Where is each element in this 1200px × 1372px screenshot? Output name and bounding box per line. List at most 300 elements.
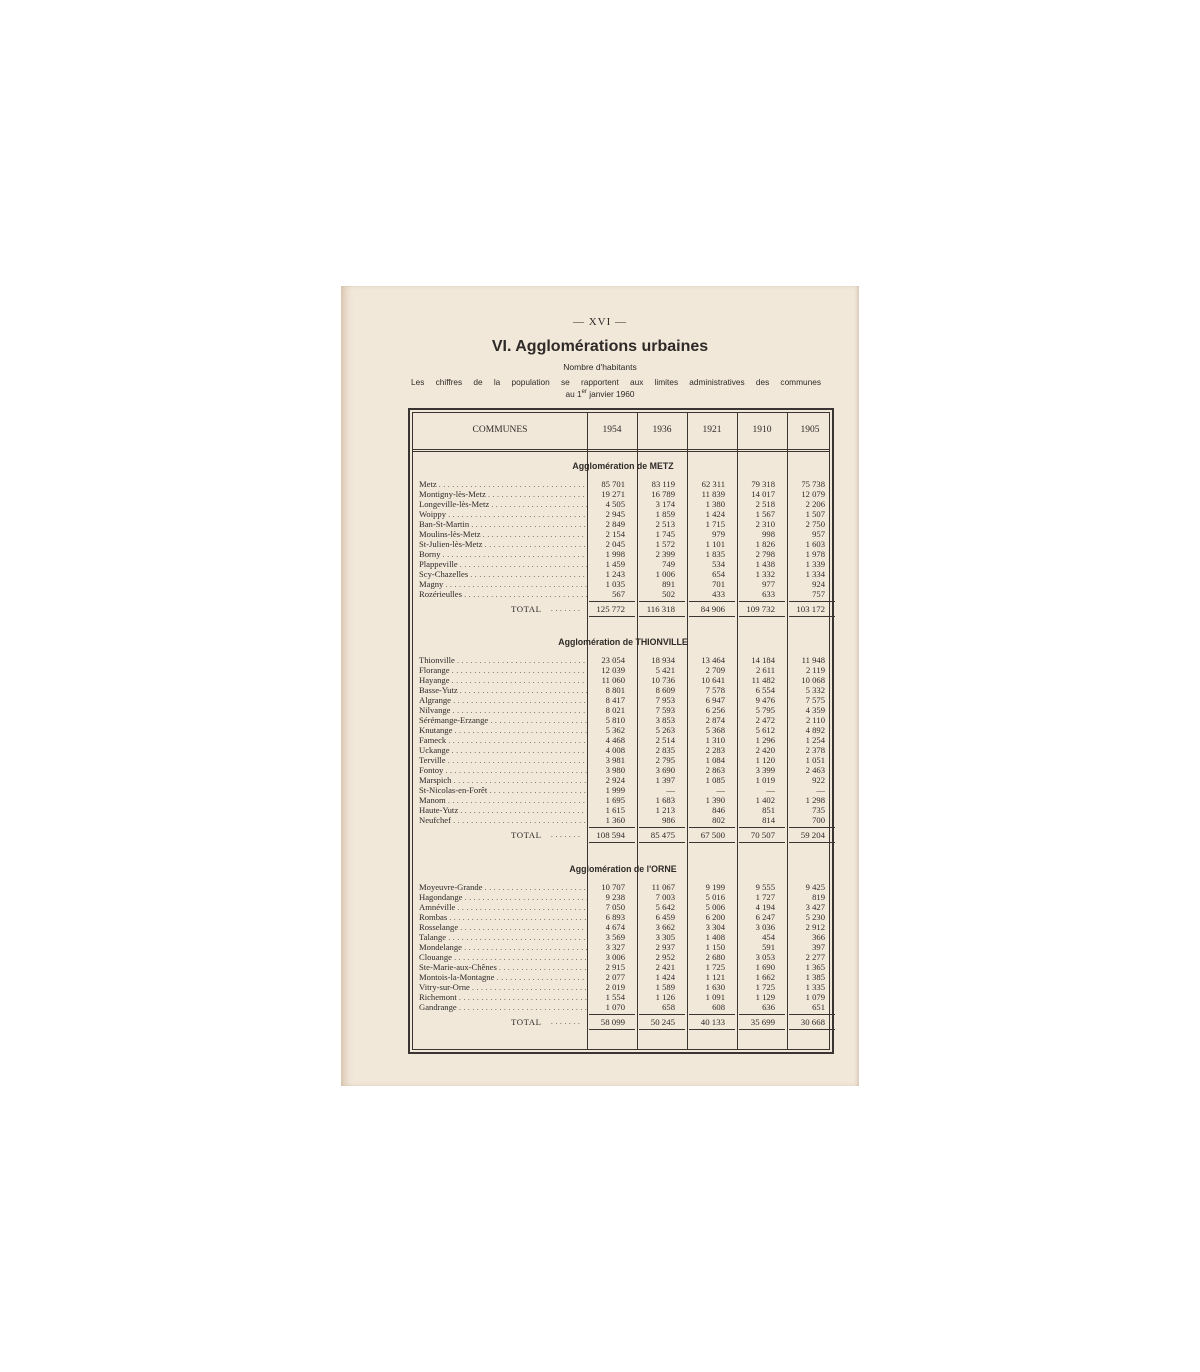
table-row (413, 685, 833, 695)
population-value: 3 427 (805, 902, 825, 912)
population-value: 1 070 (605, 1002, 625, 1012)
header-year: 1954 (602, 425, 622, 435)
population-value: 5 612 (755, 725, 775, 735)
table-row (413, 655, 833, 665)
population-value: 2 463 (805, 765, 825, 775)
population-value: 1 380 (705, 499, 725, 509)
total-rule (689, 1029, 735, 1030)
commune-name: Metz . . . (419, 479, 587, 490)
population-value: 11 067 (651, 882, 675, 892)
population-value: 2 110 (805, 715, 825, 725)
population-value: 2 952 (655, 952, 675, 962)
population-value: 2 420 (755, 745, 775, 755)
total-rule (589, 1029, 635, 1030)
population-value: 2 750 (805, 519, 825, 529)
population-value: 10 736 (651, 675, 675, 685)
population-value: 12 039 (601, 665, 625, 675)
note-line-2 (341, 389, 859, 399)
commune-name: Mondelange . . . (419, 942, 587, 953)
population-value: 2 798 (755, 549, 775, 559)
population-value: 1 334 (805, 569, 825, 579)
population-value: — (666, 785, 675, 795)
population-value: 7 003 (655, 892, 675, 902)
population-value: 757 (812, 589, 825, 599)
total-rule (689, 601, 735, 602)
population-value: 2 835 (655, 745, 675, 755)
population-value: 397 (812, 942, 825, 952)
total-value: 84 906 (700, 604, 725, 614)
total-value: 108 594 (596, 830, 625, 840)
population-value: 10 641 (701, 675, 725, 685)
population-value: 1 339 (805, 559, 825, 569)
total-row (413, 829, 833, 841)
total-value: 67 500 (700, 830, 725, 840)
population-value: — (716, 785, 725, 795)
header-year: 1921 (702, 425, 722, 435)
population-value: 2 680 (705, 952, 725, 962)
population-value: 5 362 (605, 725, 625, 735)
commune-name: St-Julien-lès-Metz . . . (419, 539, 587, 550)
table-row (413, 785, 833, 795)
population-value: 19 271 (601, 489, 625, 499)
population-value: 1 079 (805, 992, 825, 1002)
population-value: 1 424 (705, 509, 725, 519)
commune-name: Basse-Yutz . . . (419, 685, 587, 696)
population-value: 1 121 (705, 972, 725, 982)
table-row (413, 479, 833, 489)
total-rule (739, 1014, 785, 1015)
population-value: 2 863 (705, 765, 725, 775)
document-page (341, 286, 859, 1086)
table-row (413, 675, 833, 685)
population-value: 2 912 (805, 922, 825, 932)
total-value: 116 318 (646, 604, 675, 614)
population-value: 2 611 (755, 665, 775, 675)
total-leader-dots: . . . . . . . (551, 1018, 581, 1026)
table-row (413, 549, 833, 559)
table-row (413, 579, 833, 589)
note-line-1: Les chiffres de la population se rapportent aux limites administratives des communes (411, 377, 821, 387)
total-row (413, 1016, 833, 1028)
population-value: — (816, 785, 825, 795)
population-value: 5 332 (805, 685, 825, 695)
population-value: — (766, 785, 775, 795)
population-value: 5 810 (605, 715, 625, 725)
header-rule-double (413, 451, 829, 452)
population-value: 2 206 (805, 499, 825, 509)
population-value: 14 017 (751, 489, 775, 499)
commune-name: Manom . . . (419, 795, 587, 806)
total-rule (639, 1029, 685, 1030)
population-value: 1 978 (805, 549, 825, 559)
population-value: 18 934 (651, 655, 675, 665)
population-value: 7 575 (805, 695, 825, 705)
population-value: 998 (762, 529, 775, 539)
population-value: 7 953 (655, 695, 675, 705)
population-value: 1 296 (755, 735, 775, 745)
header-year: 1905 (800, 425, 820, 435)
population-value: 1 120 (755, 755, 775, 765)
table-row (413, 972, 833, 982)
population-value: 1 715 (705, 519, 725, 529)
total-rule (689, 842, 735, 843)
population-value: 636 (762, 1002, 775, 1012)
population-value: 2 421 (655, 962, 675, 972)
population-value: 3 006 (605, 952, 625, 962)
section-title: Agglomération de l'ORNE (569, 864, 677, 874)
population-value: 2 472 (755, 715, 775, 725)
population-value: 6 459 (655, 912, 675, 922)
commune-name: Hagondange . . . (419, 892, 587, 903)
total-value: 30 668 (800, 1017, 825, 1027)
commune-name: Fontoy . . . (419, 765, 587, 776)
table-row (413, 665, 833, 675)
population-value: 1 554 (605, 992, 625, 1002)
header-year: 1910 (752, 425, 772, 435)
population-value: 957 (812, 529, 825, 539)
table-row (413, 815, 833, 825)
table-row (413, 765, 833, 775)
total-rule (689, 616, 735, 617)
header-communes: COMMUNES (472, 425, 528, 435)
population-value: 11 060 (601, 675, 625, 685)
commune-name: Gandrange . . . (419, 1002, 587, 1013)
population-value: 2 874 (705, 715, 725, 725)
table-row (413, 882, 833, 892)
population-value: 802 (712, 815, 725, 825)
population-value: 977 (762, 579, 775, 589)
population-value: 1 507 (805, 509, 825, 519)
population-value: 5 368 (705, 725, 725, 735)
population-value: 9 476 (755, 695, 775, 705)
population-value: 819 (812, 892, 825, 902)
population-value: 85 701 (601, 479, 625, 489)
commune-name: Moyeuvre-Grande . . . (419, 882, 587, 893)
table-row (413, 519, 833, 529)
commune-name: Ban-St-Martin . . . (419, 519, 587, 530)
population-value: 2 915 (605, 962, 625, 972)
table-row (413, 705, 833, 715)
population-value: 5 642 (655, 902, 675, 912)
header-year: 1936 (652, 425, 672, 435)
population-value: 9 199 (705, 882, 725, 892)
total-value: 85 475 (650, 830, 675, 840)
population-value: 2 119 (805, 665, 825, 675)
table-row (413, 509, 833, 519)
commune-name: Thionville . . . (419, 655, 587, 666)
population-value: 814 (762, 815, 775, 825)
population-value: 1 019 (755, 775, 775, 785)
population-value: 891 (662, 579, 675, 589)
note-line-2-sup: er (581, 389, 587, 396)
population-value: 1 006 (655, 569, 675, 579)
population-value: 1 572 (655, 539, 675, 549)
table-row (413, 589, 833, 599)
total-rule (739, 601, 785, 602)
note-line-2-suffix: janvier 1960 (586, 389, 635, 399)
population-value: 1 589 (655, 982, 675, 992)
total-value: 109 732 (746, 604, 775, 614)
population-value: 1 408 (705, 932, 725, 942)
population-value: 11 482 (751, 675, 775, 685)
population-value: 2 513 (655, 519, 675, 529)
total-rule (589, 842, 635, 843)
total-rule (789, 1014, 835, 1015)
population-value: 4 194 (755, 902, 775, 912)
population-value: 11 839 (701, 489, 725, 499)
total-rule (589, 1014, 635, 1015)
population-value: 1 390 (705, 795, 725, 805)
commune-name: Terville . . . (419, 755, 587, 766)
total-value: 35 699 (750, 1017, 775, 1027)
population-value: 3 662 (655, 922, 675, 932)
population-value: 651 (812, 1002, 825, 1012)
commune-name: Neufchef . . . (419, 815, 587, 826)
commune-name: Vitry-sur-Orne . . . (419, 982, 587, 993)
population-value: 3 980 (605, 765, 625, 775)
population-value: 4 892 (805, 725, 825, 735)
population-value: 5 230 (805, 912, 825, 922)
commune-name: Haute-Yutz . . . (419, 805, 587, 816)
population-value: 1 603 (805, 539, 825, 549)
population-value: 1 695 (605, 795, 625, 805)
population-value: 11 948 (801, 655, 825, 665)
population-value: 2 283 (705, 745, 725, 755)
population-value: 3 981 (605, 755, 625, 765)
population-value: 1 438 (755, 559, 775, 569)
total-rule (589, 601, 635, 602)
population-value: 9 238 (605, 892, 625, 902)
table-row (413, 499, 833, 509)
population-value: 7 050 (605, 902, 625, 912)
table-row (413, 962, 833, 972)
population-value: 846 (712, 805, 725, 815)
table-row (413, 715, 833, 725)
population-value: 567 (612, 589, 625, 599)
total-rule (739, 827, 785, 828)
page-title: VI. Agglomérations urbaines (491, 338, 709, 355)
table-row (413, 912, 833, 922)
population-value: 2 937 (655, 942, 675, 952)
table-row (413, 529, 833, 539)
total-rule (739, 616, 785, 617)
population-value: 2 518 (755, 499, 775, 509)
commune-name: Ste-Marie-aux-Chênes . . . (419, 962, 587, 973)
population-value: 1 402 (755, 795, 775, 805)
total-rule (639, 616, 685, 617)
population-value: 5 016 (705, 892, 725, 902)
population-value: 366 (812, 932, 825, 942)
total-rule (789, 842, 835, 843)
population-value: 3 853 (655, 715, 675, 725)
commune-name: Nilvange . . . (419, 705, 587, 716)
population-value: 922 (812, 775, 825, 785)
population-value: 1 690 (755, 962, 775, 972)
population-value: 735 (812, 805, 825, 815)
population-value: 1 727 (755, 892, 775, 902)
population-value: 8 609 (655, 685, 675, 695)
population-value: 1 129 (755, 992, 775, 1002)
population-value: 6 256 (705, 705, 725, 715)
total-rule (689, 1014, 735, 1015)
population-value: 1 725 (755, 982, 775, 992)
population-value: 1 335 (805, 982, 825, 992)
population-value: 7 593 (655, 705, 675, 715)
note-line-2-prefix: au 1 (565, 389, 582, 399)
population-value: 2 399 (655, 549, 675, 559)
population-value: 2 945 (605, 509, 625, 519)
table-row (413, 952, 833, 962)
population-value: 23 054 (601, 655, 625, 665)
table-row (413, 805, 833, 815)
population-value: 3 053 (755, 952, 775, 962)
population-value: 5 421 (655, 665, 675, 675)
total-value: 70 507 (750, 830, 775, 840)
table-row (413, 932, 833, 942)
commune-name: Montois-la-Montagne . . . (419, 972, 587, 983)
commune-name: Plappeville . . . (419, 559, 587, 570)
commune-name: Amnéville . . . (419, 902, 587, 913)
section-title: Agglomération de METZ (572, 461, 674, 471)
total-value: 125 772 (596, 604, 625, 614)
population-value: 1 385 (805, 972, 825, 982)
population-value: 10 707 (601, 882, 625, 892)
table-row (413, 569, 833, 579)
table-row (413, 1002, 833, 1012)
population-value: 3 174 (655, 499, 675, 509)
population-value: 6 893 (605, 912, 625, 922)
population-value: 2 019 (605, 982, 625, 992)
population-value: 3 690 (655, 765, 675, 775)
population-value: 4 468 (605, 735, 625, 745)
population-value: 454 (762, 932, 775, 942)
population-value: 1 826 (755, 539, 775, 549)
commune-name: Rozérieulles . . . (419, 589, 587, 600)
table-row (413, 892, 833, 902)
population-value: 8 021 (605, 705, 625, 715)
table-row (413, 735, 833, 745)
total-rule (639, 842, 685, 843)
population-value: 534 (712, 559, 725, 569)
population-value: 1 243 (605, 569, 625, 579)
population-value: 654 (712, 569, 725, 579)
total-rule (789, 827, 835, 828)
population-value: 79 318 (751, 479, 775, 489)
population-value: 2 077 (605, 972, 625, 982)
population-value: 4 505 (605, 499, 625, 509)
commune-name: Scy-Chazelles . . . (419, 569, 587, 580)
population-value: 9 555 (755, 882, 775, 892)
population-value: 1 310 (705, 735, 725, 745)
population-value: 83 119 (651, 479, 675, 489)
population-value: 12 079 (801, 489, 825, 499)
population-value: 1 085 (705, 775, 725, 785)
commune-name: Uckange . . . (419, 745, 587, 756)
commune-name: Moulins-lès-Metz . . . (419, 529, 587, 540)
commune-name: Knutange . . . (419, 725, 587, 736)
table-row (413, 992, 833, 1002)
commune-name: Talange . . . (419, 932, 587, 943)
population-value: 1 725 (705, 962, 725, 972)
population-value: 433 (712, 589, 725, 599)
population-value: 3 327 (605, 942, 625, 952)
population-value: 749 (662, 559, 675, 569)
table-row (413, 795, 833, 805)
population-value: 1 683 (655, 795, 675, 805)
population-value: 1 365 (805, 962, 825, 972)
total-rule (639, 827, 685, 828)
commune-name: Magny . . . (419, 579, 587, 590)
population-value: 3 569 (605, 932, 625, 942)
population-value: 1 859 (655, 509, 675, 519)
section-title: Agglomération de THIONVILLE (558, 637, 688, 647)
population-value: 1 615 (605, 805, 625, 815)
population-table (408, 408, 834, 1054)
table-row (413, 982, 833, 992)
population-value: 1 835 (705, 549, 725, 559)
population-value: 1 126 (655, 992, 675, 1002)
population-value: 9 425 (805, 882, 825, 892)
population-value: 2 924 (605, 775, 625, 785)
commune-name: St-Nicolas-en-Forêt . . . (419, 785, 587, 796)
population-value: 2 045 (605, 539, 625, 549)
population-value: 1 459 (605, 559, 625, 569)
population-value: 75 738 (801, 479, 825, 489)
population-value: 6 554 (755, 685, 775, 695)
table-row (413, 922, 833, 932)
table-row (413, 489, 833, 499)
table-row (413, 942, 833, 952)
commune-name: Rosselange . . . (419, 922, 587, 933)
total-leader-dots: . . . . . . . (551, 831, 581, 839)
population-value: 2 795 (655, 755, 675, 765)
population-value: 502 (662, 589, 675, 599)
total-label: TOTAL (511, 1017, 542, 1027)
total-rule (589, 616, 635, 617)
table-row (413, 725, 833, 735)
table-row (413, 539, 833, 549)
population-value: 608 (712, 1002, 725, 1012)
population-value: 5 263 (655, 725, 675, 735)
page-number: — XVI — (572, 316, 628, 328)
table-row (413, 755, 833, 765)
total-value: 103 172 (796, 604, 825, 614)
commune-name: Woippy . . . (419, 509, 587, 520)
commune-name: Rombas . . . (419, 912, 587, 923)
population-value: 986 (662, 815, 675, 825)
population-value: 1 360 (605, 815, 625, 825)
total-rule (689, 827, 735, 828)
population-value: 2 310 (755, 519, 775, 529)
total-rule (639, 601, 685, 602)
population-value: 3 036 (755, 922, 775, 932)
population-value: 1 630 (705, 982, 725, 992)
population-value: 1 424 (655, 972, 675, 982)
commune-name: Sérémange-Erzange . . . (419, 715, 587, 726)
population-value: 62 311 (701, 479, 725, 489)
population-value: 658 (662, 1002, 675, 1012)
commune-name: Borny . . . (419, 549, 587, 560)
commune-name: Clouange . . . (419, 952, 587, 963)
table-row (413, 745, 833, 755)
total-label: TOTAL (511, 830, 542, 840)
population-value: 701 (712, 579, 725, 589)
table-row (413, 902, 833, 912)
population-value: 1 998 (605, 549, 625, 559)
table-row (413, 775, 833, 785)
population-value: 1 999 (605, 785, 625, 795)
population-value: 14 184 (751, 655, 775, 665)
